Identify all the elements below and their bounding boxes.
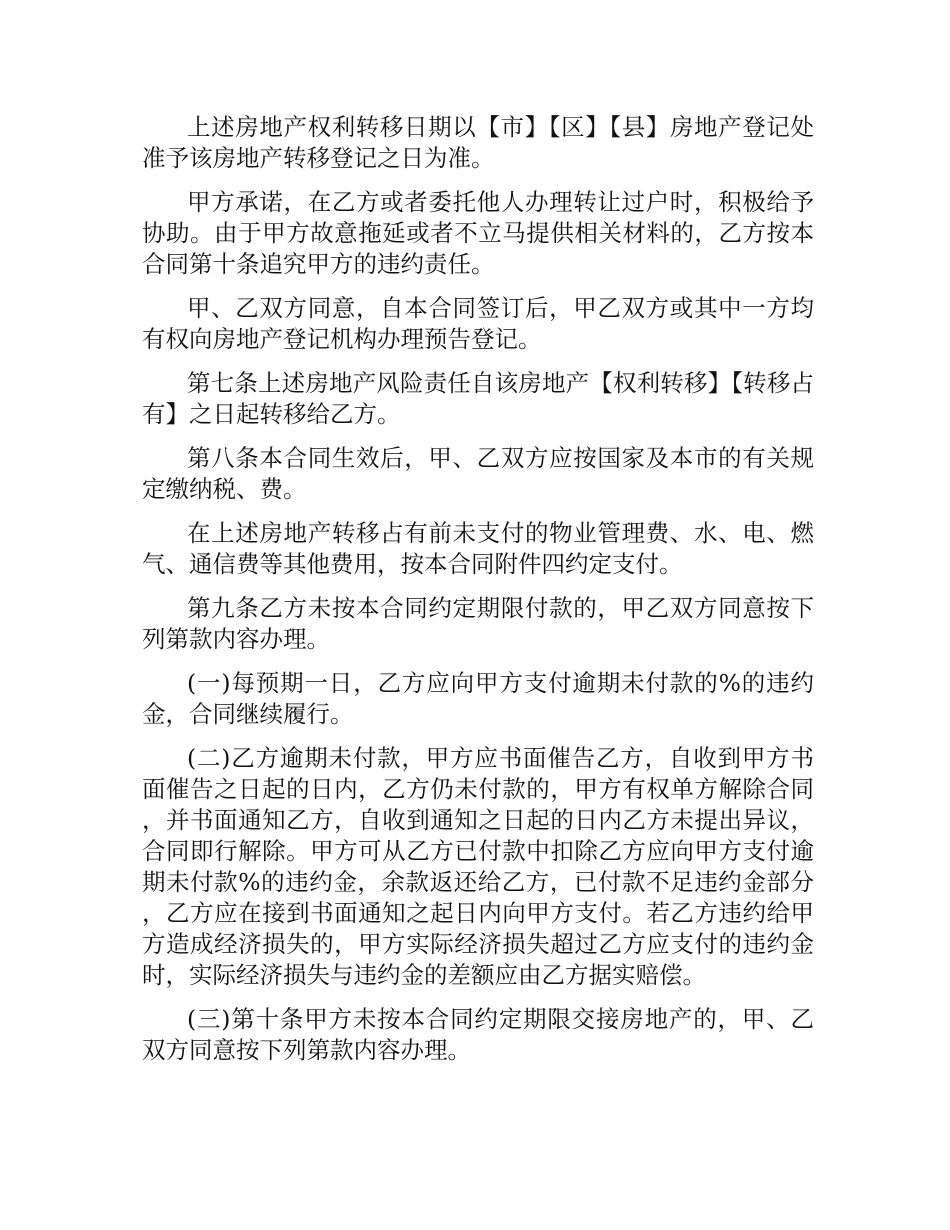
paragraph-article-8: 第八条本合同生效后，甲、乙双方应按国家及本市的有关规定缴纳税、费。 bbox=[142, 444, 814, 503]
paragraph-article-7: 第七条上述房地产风险责任自该房地产【权利转移】【转移占有】之日起转移给乙方。 bbox=[142, 369, 814, 428]
paragraph-article-9: 第九条乙方未按本合同约定期限付款的，甲乙双方同意按下列第款内容办理。 bbox=[142, 594, 814, 653]
paragraph-other-fees: 在上述房地产转移占有前未支付的物业管理费、水、电、燃气、通信费等其他费用，按本合同附件四约定支付。 bbox=[142, 519, 814, 578]
paragraph-clause-2: (二)乙方逾期未付款，甲方应书面催告乙方，自收到甲方书面催告之日起的日内，乙方仍未付款的，甲方有权单方解除合同，并书面通知乙方，自收到通知之日起的日内乙方未提出异议，合同即行解除。甲方可从乙方已付款中扣除乙方应向甲方支付逾期未付款%的违约金，余款返还给乙方，已付款不足违约金部分，乙方应在接到书面通知之起日内向甲方支付。若乙方违约给甲方造成经济损失的，甲方实际经济损失超过乙方应支付的违约金时，实际经济损失与违约金的差额应由乙方据实赔偿。 bbox=[142, 744, 814, 989]
paragraph-advance-registration: 甲、乙双方同意，自本合同签订后，甲乙双方或其中一方均有权向房地产登记机构办理预告登记。 bbox=[142, 294, 814, 353]
paragraph-seller-promise: 甲方承诺，在乙方或者委托他人办理转让过户时，积极给予协助。由于甲方故意拖延或者不立马提供相关材料的，乙方按本合同第十条追究甲方的违约责任。 bbox=[142, 188, 814, 278]
paragraph-transfer-date: 上述房地产权利转移日期以【市】【区】【县】房地产登记处准予该房地产转移登记之日为准。 bbox=[142, 113, 814, 172]
paragraph-clause-1: (一)每预期一日，乙方应向甲方支付逾期未付款的%的违约金，合同继续履行。 bbox=[142, 669, 814, 728]
document-body bbox=[142, 112, 814, 1079]
paragraph-clause-3: (三)第十条甲方未按本合同约定期限交接房地产的，甲、乙双方同意按下列第款内容办理。 bbox=[142, 1005, 814, 1064]
